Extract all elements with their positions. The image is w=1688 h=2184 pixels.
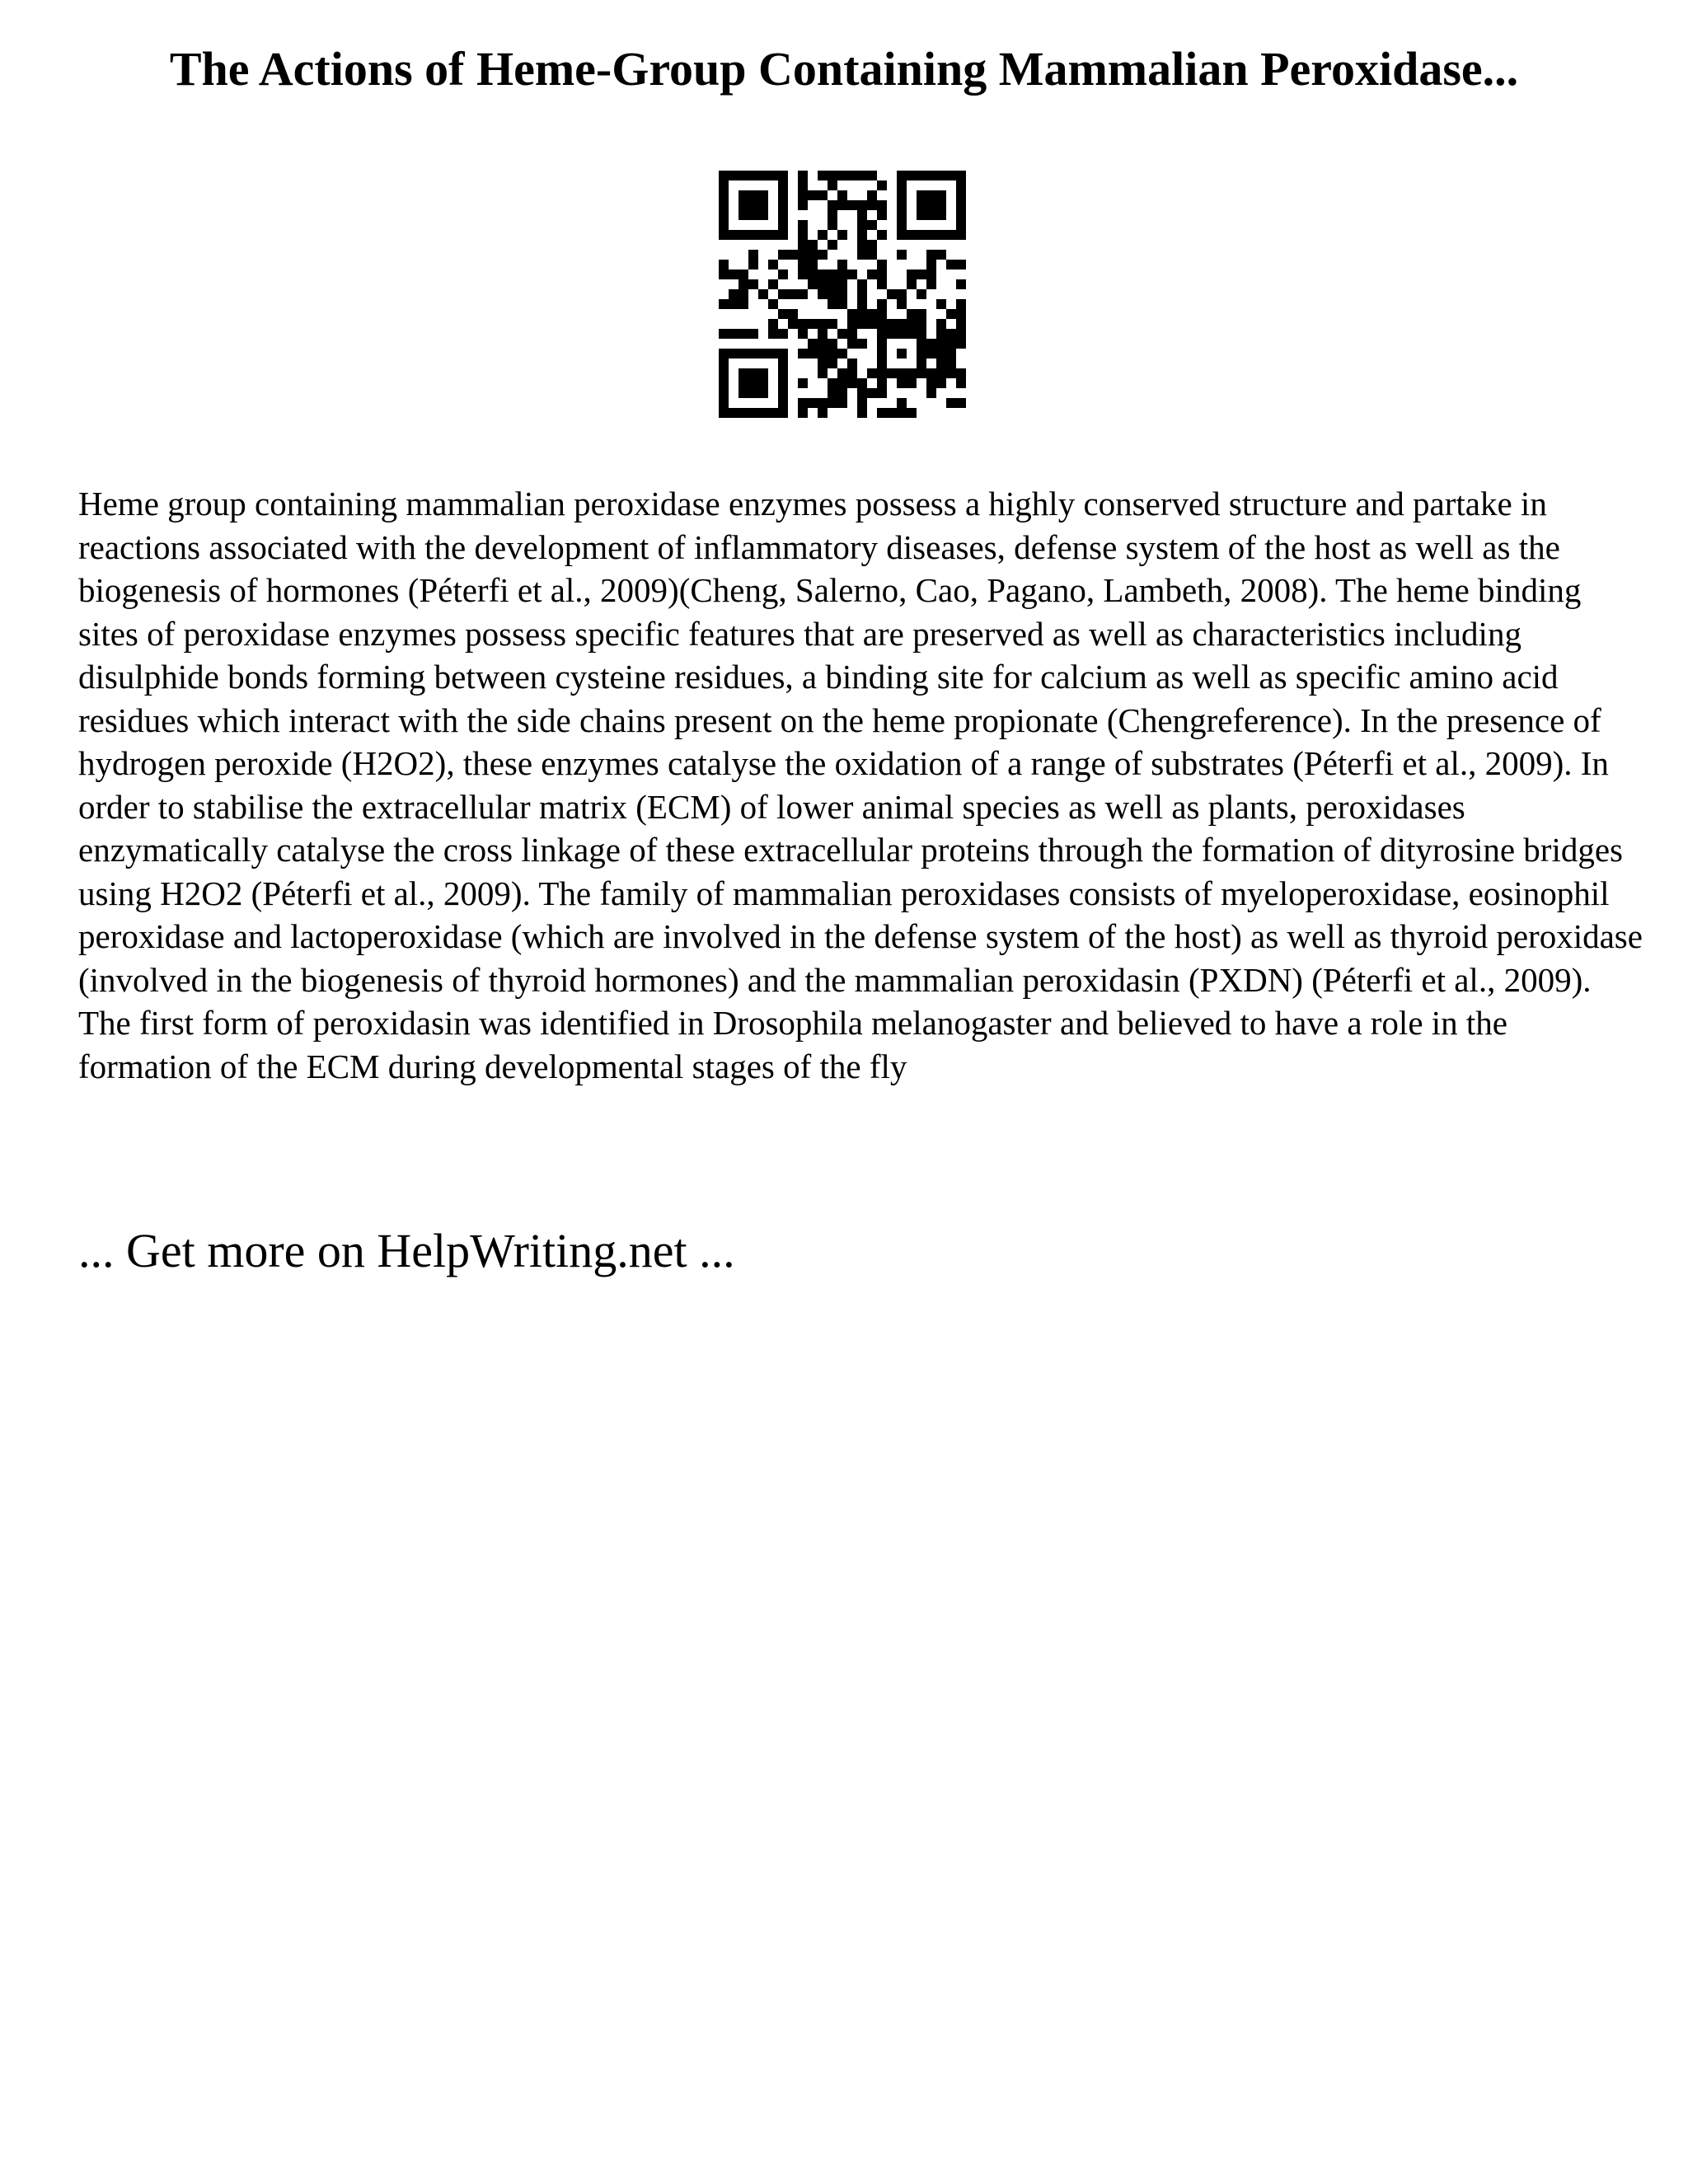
qr-code-icon[interactable] — [719, 171, 966, 418]
get-more-link[interactable]: ... Get more on HelpWriting.net ... — [78, 1224, 735, 1277]
page-title: The Actions of Heme-Group Containing Mammalian Peroxidase... — [169, 42, 1519, 96]
paragraph-1: Heme group containing mammalian peroxidase enzymes possess a highly conserved structure and partake in reactions associated with the development of inflammatory diseases, defense system of the host as well as the biogenesis of hormones (Péterfi et al., 2009)(Cheng, Salerno, Cao, Pagano, Lambeth, 2008). The heme binding sites of peroxidase enzymes possess specific features that are preserved as well as characteristics including disulphide bonds forming between cysteine residues, a binding site for calcium as well as specific amino acid residues which interact with the side chains present on the heme propionate (Chengreference). In the presence of hydrogen peroxide (H2O2), these enzymes catalyse the oxidation of a range of substrates (Péterfi et al., 2009). In order to stabilise the extracellular matrix (ECM) of lower animal species as well as plants, peroxidases enzymatically catalyse the cross linkage of these extracellular proteins through the formation of dityrosine bridges using H2O2 (Péterfi et al., 2009). The family of mammalian peroxidases consists of myeloperoxidase, eosinophil peroxidase and lactoperoxidase (which are involved in the defense system of the host) as well as thyroid peroxidase (involved in the biogenesis of thyroid hormones) and the mammalian peroxidasin (PXDN) (Péterfi et al., 2009). — [78, 485, 1643, 999]
paragraph-2: The first form of peroxidasin was identified in Drosophila melanogaster and believed to have a role in the formation of the ECM during developmental stages of the fly — [78, 1004, 1507, 1085]
article-body — [78, 482, 1644, 1088]
qr-code-graphic — [719, 171, 966, 418]
